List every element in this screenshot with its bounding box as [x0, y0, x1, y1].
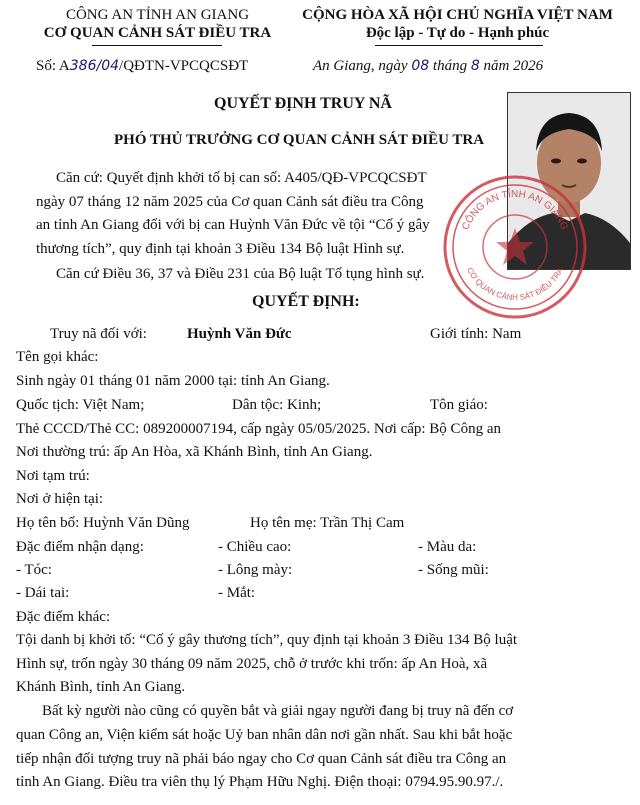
mother-field: Họ tên mẹ: Trần Thị Cam: [250, 515, 405, 531]
suspect-gender: Giới tính: Nam: [430, 326, 522, 342]
document-number-handwritten: 386/04: [69, 58, 120, 74]
issue-date-month-label: tháng: [432, 58, 468, 74]
instruction-line-2: quan Công an, Viện kiểm sát hoặc Uỷ ban nhân dân nơi gần nhất. Sau khi bắt hoặc: [16, 727, 513, 743]
document-number-prefix: Số: A: [36, 58, 70, 74]
issuer-title: PHÓ THỦ TRƯỞNG CƠ QUAN CẢNH SÁT ĐIỀU TRA: [114, 132, 485, 148]
official-seal: [440, 172, 590, 322]
hair-field: - Tóc:: [16, 562, 52, 578]
eyes-field: - Mắt:: [218, 585, 256, 601]
instruction-line-3: tiếp nhận đối tượng truy nã phải báo ngay cho Cơ quan Cảnh sát điều tra Công an: [16, 751, 507, 767]
permanent-address-field: Nơi thường trú: ấp An Hòa, xã Khánh Bình, tỉnh An Giang.: [16, 444, 373, 460]
wanted-label: Truy nã đối với:: [50, 326, 147, 342]
document-number: [36, 57, 248, 75]
religion-field: Tôn giáo:: [430, 397, 488, 413]
agency-underline: [92, 45, 222, 46]
charge-line-1: Tội danh bị khởi tố: “Cố ý gây thương tích”, quy định tại khoản 3 Điều 134 Bộ luật: [16, 632, 518, 648]
issue-date-month: 8: [470, 58, 480, 74]
height-field: - Chiều cao:: [218, 539, 292, 555]
issue-date-year: năm 2026: [483, 58, 544, 74]
birth-field: Sinh ngày 01 tháng 01 năm 2000 tại: tỉnh An Giang.: [16, 373, 330, 389]
nationality-field: Quốc tịch: Việt Nam;: [16, 397, 145, 413]
document-number-suffix: /QĐTN-VPCQCSĐT: [119, 58, 249, 74]
id-card-field: Thẻ CCCD/Thẻ CC: 089200007194, cấp ngày 05/05/2025. Nơi cấp: Bộ Công an: [16, 421, 501, 437]
ears-field: - Dái tai:: [16, 585, 70, 601]
basis-line-4: thương tích”, quy định tại khoản 3 Điều 134 Bộ luật Hình sự.: [36, 241, 405, 257]
features-label: Đặc điểm nhận dạng:: [16, 539, 144, 555]
svg-text:CƠ QUAN CẢNH SÁT ĐIỀU TRA: CƠ QUAN CẢNH SÁT ĐIỀU TRA: [465, 266, 565, 303]
eyebrows-field: - Lông mày:: [218, 562, 293, 578]
decision-heading: QUYẾT ĐỊNH:: [252, 293, 360, 310]
motto-underline: [375, 45, 543, 46]
basis-line-5: Căn cứ Điều 36, 37 và Điều 231 của Bộ luật Tố tụng hình sự.: [56, 266, 425, 282]
basis-line-3: an tỉnh An Giang đối với bị can Huỳnh Văn Đức về tội “Cố ý gây: [36, 217, 430, 233]
father-field: Họ tên bố: Huỳnh Văn Dũng: [16, 515, 190, 531]
document-title: QUYẾT ĐỊNH TRUY NÃ: [214, 95, 392, 112]
issue-date-day: 08: [411, 58, 430, 74]
basis-line-2: ngày 07 tháng 12 năm 2025 của Cơ quan Cảnh sát điều tra Công: [36, 194, 424, 210]
charge-line-2: Hình sự, trốn ngày 30 tháng 09 năm 2025, chỗ ở trước khi trốn: ấp An Hoà, xã: [16, 656, 488, 672]
nation-name: CỘNG HÒA XÃ HỘI CHỦ NGHĨA VIỆT NAM: [302, 7, 613, 23]
suspect-name: Huỳnh Văn Đức: [187, 326, 292, 342]
temporary-address-field: Nơi tạm trú:: [16, 468, 90, 484]
agency-name: CÔNG AN TỈNH AN GIANG: [65, 7, 250, 23]
agency-department: CƠ QUAN CẢNH SÁT ĐIỀU TRA: [43, 25, 272, 41]
current-address-field: Nơi ở hiện tại:: [16, 491, 104, 507]
ethnicity-field: Dân tộc: Kinh;: [232, 397, 322, 413]
instruction-line-1: Bất kỳ người nào cũng có quyền bắt và giải ngay người đang bị truy nã đến cơ: [42, 703, 514, 719]
issue-date: [313, 57, 543, 75]
skin-field: - Màu da:: [418, 539, 477, 555]
basis-line-1: Căn cứ: Quyết định khởi tố bị can số: A405/QĐ-VPCQCSĐT: [56, 170, 427, 186]
charge-line-3: Khánh Bình, tỉnh An Giang.: [16, 679, 186, 695]
issue-date-place: An Giang, ngày: [313, 58, 408, 74]
nation-motto: Độc lập - Tự do - Hạnh phúc: [365, 25, 550, 41]
svg-text:CÔNG AN TỈNH AN GIANG: CÔNG AN TỈNH AN GIANG: [460, 188, 570, 232]
alias-field: Tên gọi khác:: [16, 349, 99, 365]
other-features-field: Đặc điểm khác:: [16, 609, 111, 625]
instruction-line-4: tỉnh An Giang. Điều tra viên thụ lý Phạm Hữu Nghị. Điện thoại: 0794.95.90.97./.: [16, 774, 504, 790]
nose-field: - Sống mũi:: [418, 562, 489, 578]
